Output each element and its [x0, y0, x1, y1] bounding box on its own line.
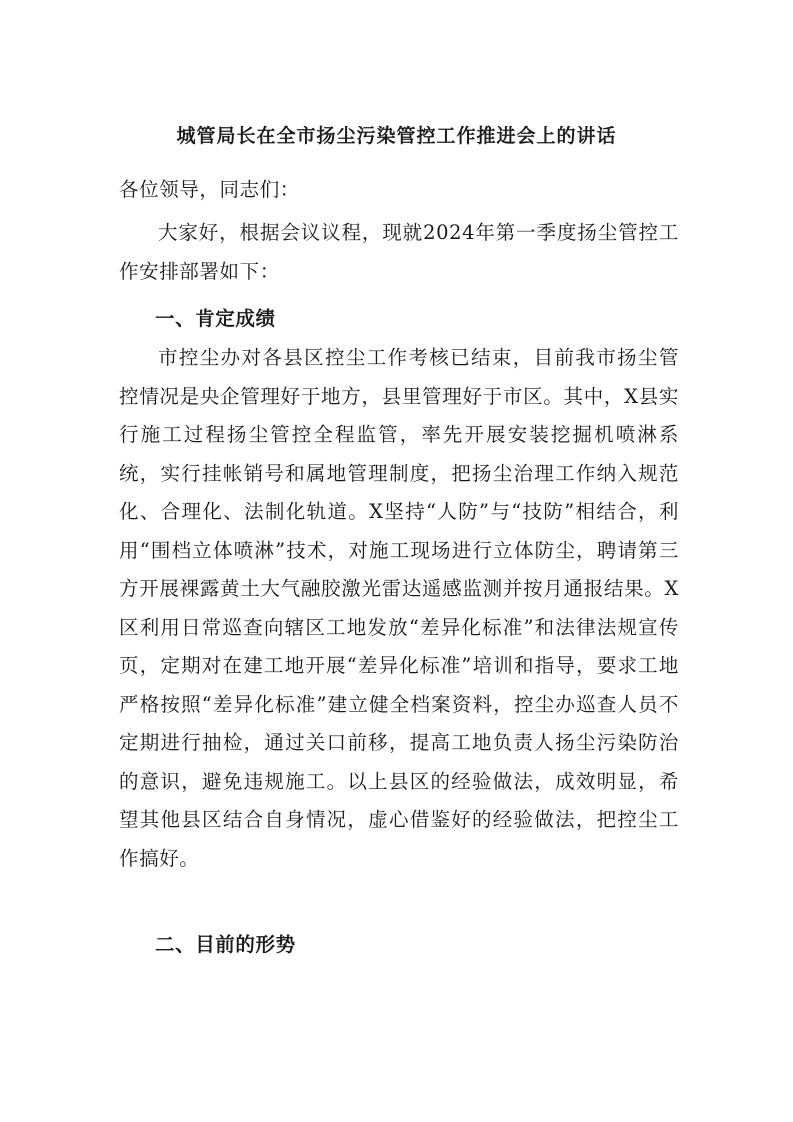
- greeting: 各位领导，同志们：: [119, 178, 300, 201]
- section-heading-1: 一、肯定成绩: [155, 307, 276, 330]
- section-paragraph-1: 市控尘办对各县区控尘工作考核已结束，目前我市扬尘管控情况是央企管理好于地方，县里管理好于市区。其中，X县实行施工过程扬尘管控全程监管，率先开展安装挖掘机喷淋系统，实行挂帐销号和属地管理制度，把扬尘治理工作纳入规范化、合理化、法制化轨道。X坚持“人防”与“技防”相结合，利用“围档立体喷淋”技术，对施工现场进行立体防尘，聘请第三方开展裸露黄土大气融胶激光雷达遥感监测并按月通报结果。X区利用日常巡查向辖区工地发放“差异化标准”和法律法规宣传页，定期对在建工地开展“差异化标准”培训和指导，要求工地严格按照“差异化标准”建立健全档案资料，控尘办巡查人员不定期进行抽检，通过关口前移，提高工地负责人扬尘污染防治的意识，避免违规施工。以上县区的经验做法，成效明显，希望其他县区结合自身情况，虚心借鉴好的经验做法，把控尘工作搞好。: [119, 346, 679, 870]
- document-title: 城管局长在全市扬尘污染管控工作推进会上的讲话: [176, 125, 617, 147]
- intro-paragraph: 大家好，根据会议议程，现就2024年第一季度扬尘管控工作安排部署如下：: [119, 221, 679, 283]
- section-heading-2: 二、目前的形势: [155, 933, 296, 956]
